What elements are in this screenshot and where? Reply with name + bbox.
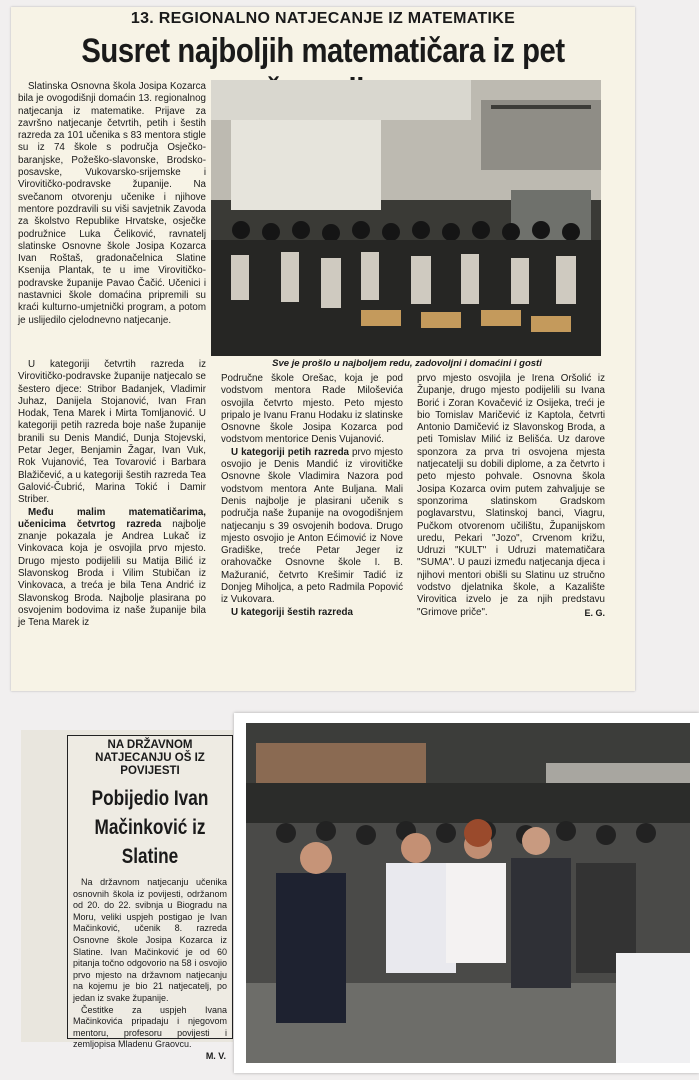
article-kicker: NA DRŽAVNOM NATJECANJU OŠ IZ POVIJESTI <box>95 739 205 777</box>
paragraph: Područne škole Orešac, koja je pod vodstvom mentora Rade Miloševića osvojila četvrto mjesto. Peto mjesto pripalo je Ivanu Franu Hodaku iz slatinske Osnovne škole Josipa Kozarca pod vodstvom mentorice Denis Vujanović. <box>221 373 403 446</box>
auditorium-photo <box>211 80 601 356</box>
article-body <box>68 877 232 1051</box>
newspaper-clipping-history <box>67 735 233 1061</box>
newspaper-clipping-math <box>11 7 635 691</box>
paragraph: Slatinska Osnovna škola Josipa Kozarca bila je ovogodišnji domaćin 13. regionalnog natjecanja iz matematike. Prijave za završno natjecanje četvrtih, petih i šestih razreda za 101 učenika s 83 mentora stigle su iz 74 škole s područja Osječko-baranjske, Požeško-slavonske, Brodsko-posavske, Vukovarsko-srijemske i Virovitičko-podravske županije. Na svečanom otvorenju učenike i njihove mentore pozdravili su viši savjetnik Zavoda za školstvo Republike Hrvatske, osječke podružnice Luka Čeliković, ravnatelj slatinske Osnovne škole Josipa Kozarca Ivan Roštaš, gradonačelnica Slatine Ksenija Plantak, te u ime Virovitičko-podravske županije Pavao Čačić. Učenici i nastavnici škole domaćina pripremili su kraći kulturno-umjetnički program, a potom je uslijedilo cjelodnevno natjecanje. <box>18 81 206 326</box>
photo-caption: Sve je prošlo u najboljem redu, zadovoljni i domaćini i gosti <box>272 358 542 369</box>
paragraph: prvo mjesto osvojila je Irena Oršolić iz Županje, drugo mjesto podijelili su Ivana Borić i Zoran Kovačević iz Osijeka, treći je bio Tomislav Maričević iz Kaptola, četvrti Antonio Damičević iz Slavonskog Broda, a peti Tomislav Milić iz Belišća. Uz darove sponzora za prva tri osvojena mjesta natjecatelji su dobili diplome, a za četvrto i peto mjesto pohvale. Osnovna škola Josipa Kozarca ovim putem zahvaljuje se sponzorima slatinskom Gradskom poglavarstvu, Slatinskoj banci, Viagru, Pučkom otvorenom učilištu, Županijskom uredu, Pekari "Jozo", Crvenom križu, Udruzi "KULT" i Udruzi matematičara "SUMA". U pauzi između natjecanja djeca i njihovi mentori obišli su Slatinu uz stručno vodstvo djelatnika škole, a Kazalište Virovitica izvelo je za njih predstavu "Grimove priče". <box>417 373 605 618</box>
subhead: U kategoriji petih razreda <box>231 446 349 458</box>
article-headline: Susret najboljih matematičara iz pet <box>81 32 565 70</box>
paragraph: prvo mjesto osvojio je Denis Mandić iz virovitičke Osnovne škole Vladimira Nazora pod vodstvom mentora Ante Buljana. Mali Denis najbolje je plasirani učenik s područja naše županije na ovogodišnjem natjecanju s 39 osvojenih bodova. Drugo mjesto osvojio je Anton Ećimović iz Nove Gradiške, treće Petar Jeger iz orahovačke Osnovne škole I. B. Mažuranić, četvrto Krešimir Tadić iz Donjeg Miholjca, a peto Radmila Popović iz Vukovara. <box>221 446 403 606</box>
column-1-top <box>18 81 206 327</box>
article-headline: Pobijedio Ivan Mačinković iz Slatine <box>91 787 209 868</box>
subhead: U kategoriji šestih razreda <box>231 606 353 618</box>
column-2 <box>221 373 403 619</box>
paragraph: Na državnom natjecanju učenika osnovnih škola iz povijesti, održanom od 20. do 22. svibnja u Biogradu na Moru, veliki uspjeh postigao je Ivan Mačinković, učenik 8. razreda Osnovne škole Josipa Kozarca iz Slatine. Ivan Mačinković je od 60 pitanja točno odgovorio na 58 i osvojio prvo mjesto na državnom natjecanju na kojemu je bio 21 natjecatelj, po jedan iz svake županije. <box>73 877 227 1003</box>
column-3 <box>417 373 605 619</box>
author-signature: E. G. <box>584 607 605 618</box>
article-kicker: 13. REGIONALNO NATJECANJE IZ MATEMATIKE <box>130 10 516 27</box>
author-signature: M. V. <box>205 1050 226 1061</box>
subhead: Među malim matematičarima, učenicima četvrtog razreda <box>18 506 206 530</box>
paragraph: Čestitke za uspjeh Ivana Mačinkovića pripadaju i njegovom mentoru, profesoru povijesti i zemljopisa Mladenu Graovcu. <box>73 1004 227 1050</box>
audience-photo <box>246 723 690 1063</box>
column-1-bottom <box>18 359 206 630</box>
paragraph: najbolje znanje pokazala je Andrea Lukač iz Vinkovaca koja je osvojila prvo mjesto. Drugo mjesto podijelili su Matija Bilić iz Slavonskog Broda i Vilim Stubičan iz Vinkovaca, a treća je bila Tena Andrić iz Slavonskog Broda. Najbolje plasirana po osvojenim bodovima iz naše županije bila je Tena Marek iz <box>18 518 206 629</box>
paragraph: U kategoriji četvrtih razreda iz Virovitičko-podravske županije natjecalo se šestero djece: Stribor Badanjek, Vladimir Juhaz, Danijela Stojanović, Ivan Fran Hodak, Tena Marek i Mirta Tomljanović. U kategoriji petih razreda boje naše županije branili su Denis Mandić, Dunja Stojevski, Petar Jeger, Benjamin Žagar, Ivan Vuk, Rok Vujanović, Tea Tovarović i Barbara Blažičević, a u kategoriji šestih razreda Tea Galović-Čubrić, Marina Tokić i Damir Striber. <box>18 359 206 506</box>
